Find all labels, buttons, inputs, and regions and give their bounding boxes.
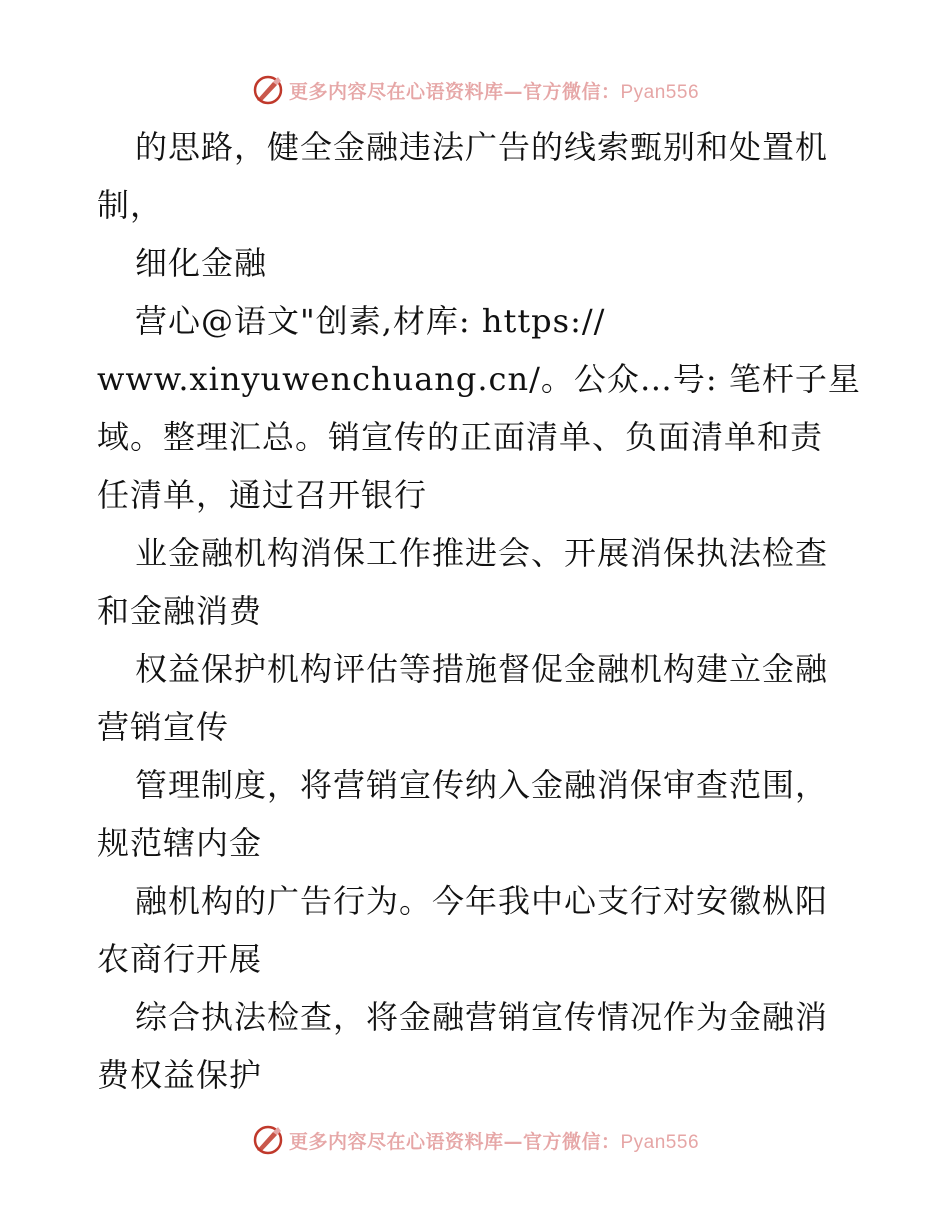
footer-wechat-id: Pyan556 [620,1131,700,1153]
text-line: 任清单，通过召开银行 [97,476,428,514]
text-line: 营心@语文"创素,材库: https:// [135,302,606,340]
paragraph [97,118,857,234]
text-line: 细化金融 [135,244,268,282]
paragraph [97,872,857,988]
pen-logo-icon [251,73,285,107]
document-body [97,118,861,1104]
pen-logo-icon [251,1123,285,1157]
footer-banner-text: 更多内容尽在心语资料库—官方微信：Pyan556 [288,1130,700,1153]
text-line: 的思路，健全金融违法广告的线索甄别和处置机 [135,128,829,166]
text-line: www.xinyuwenchuang.cn/。公众…号: 笔杆子星 [97,360,861,398]
text-line: 规范辖内金 [97,824,263,862]
footer-banner [0,1120,950,1160]
text-line: 制， [97,186,164,224]
header-wechat-id: Pyan556 [620,81,700,103]
text-line: 费权益保护 [97,1056,263,1094]
text-line: 权益保护机构评估等措施督促金融机构建立金融 [135,650,829,688]
header-banner-text: 更多内容尽在心语资料库—官方微信：Pyan556 [288,80,700,103]
paragraph [97,640,857,756]
paragraph [97,988,857,1104]
paragraph [97,524,857,640]
text-line: 和金融消费 [97,592,263,630]
paragraph [97,234,857,292]
text-line: 农商行开展 [97,940,263,978]
text-line: 域。整理汇总。销宣传的正面清单、负面清单和责 [97,418,824,456]
text-line: 融机构的广告行为。今年我中心支行对安徽枞阳 [135,882,829,920]
paragraph [97,292,861,524]
text-line: 管理制度，将营销宣传纳入金融消保审查范围， [135,766,829,804]
text-line: 业金融机构消保工作推进会、开展消保执法检查 [135,534,829,572]
text-line: 营销宣传 [97,708,230,746]
paragraph [97,756,857,872]
text-line: 综合执法检查，将金融营销宣传情况作为金融消 [135,998,829,1036]
header-banner [0,70,950,110]
